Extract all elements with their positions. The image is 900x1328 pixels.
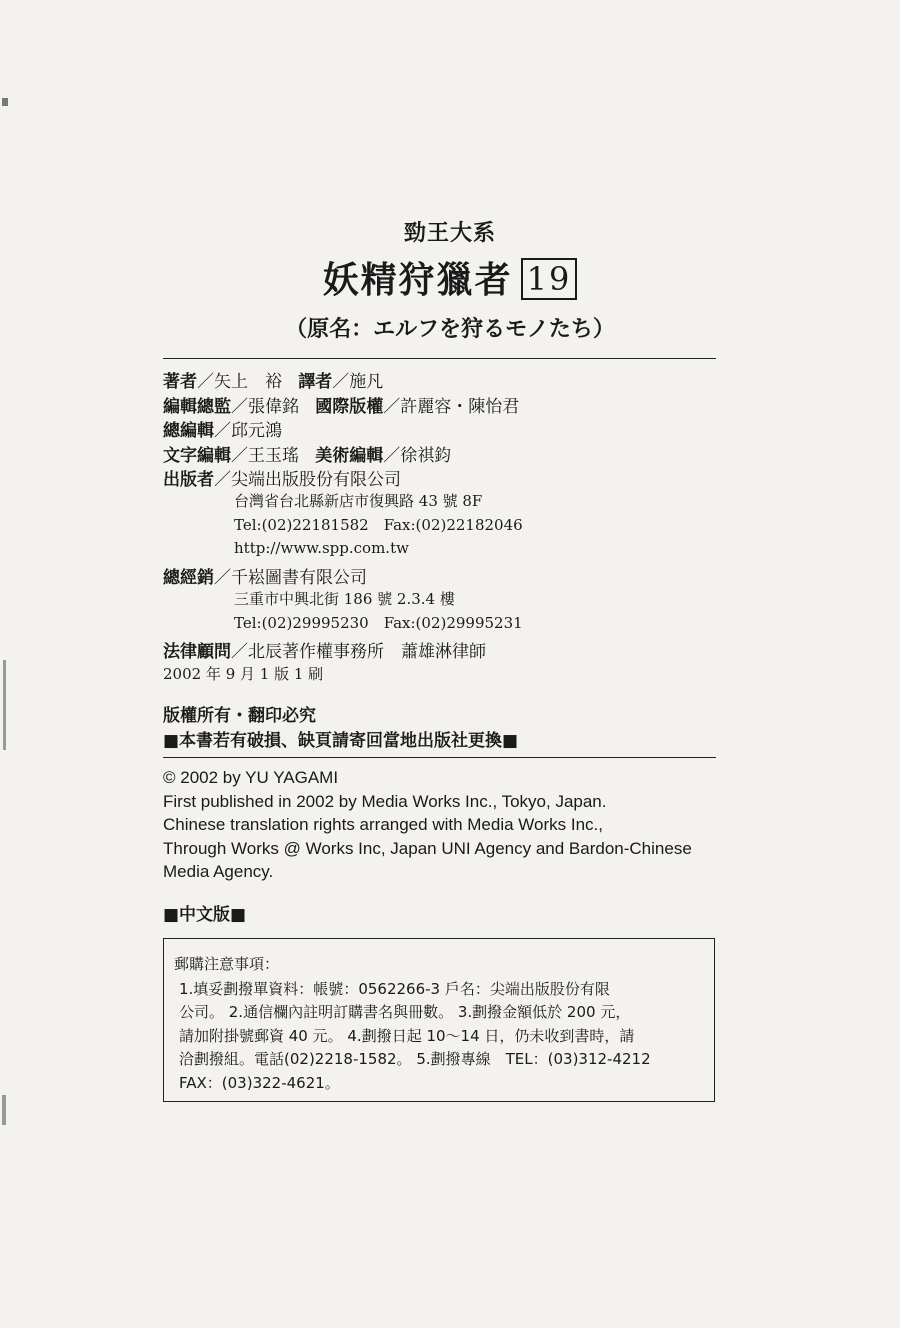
replacement-notice: ■本書若有破損、缺頁請寄回當地出版社更換■: [163, 731, 519, 751]
credit-label: 總編輯: [163, 421, 214, 441]
credit-value: ／北辰著作權事務所 蕭雄淋律師: [231, 641, 486, 662]
mail-order-heading: 郵購注意事項：: [174, 955, 280, 973]
mail-order-notice: [163, 938, 715, 1102]
credit-value: ／徐祺鈞: [383, 445, 452, 466]
credit-value: ／張偉銘: [231, 396, 299, 417]
credit-label: 著者: [163, 372, 197, 392]
volume-number: 19: [521, 258, 578, 300]
english-line: Through Works @ Works Inc, Japan UNI Agency and Bardon-Chinese: [163, 838, 692, 858]
binding-mark: [3, 660, 6, 750]
mail-order-line: 請加附掛號郵資 40 元。 4.劃撥日起 10～14 日，仍未收到書時，請: [179, 1026, 635, 1045]
credit-label: 譯者: [298, 372, 333, 392]
edition-label: ■中文版■: [163, 905, 247, 925]
distributor-phone: Tel:(02)29995230 Fax:(02)29995231: [234, 614, 523, 632]
credit-line: [163, 367, 723, 392]
credit-value: ／矢上 裕: [197, 372, 282, 392]
credit-label: 出版者: [163, 470, 214, 490]
credit-line: [163, 416, 723, 441]
distributor-address: 三重市中興北街 186 號 2.3.4 樓: [234, 589, 455, 608]
credit-line: [163, 563, 723, 588]
binding-mark: [2, 1095, 6, 1125]
rights-block: [163, 701, 518, 751]
rights-notice: 版權所有・翻印必究: [163, 706, 316, 726]
series-name: 勁王大系: [403, 221, 496, 246]
mail-order-body: [174, 978, 704, 1096]
english-line: Chinese translation rights arranged with Media Works Inc.,: [163, 815, 603, 834]
print-date: 2002 年 9 月 1 版 1 刷: [163, 665, 324, 683]
mail-order-line: FAX：(03)322-4621。: [179, 1073, 340, 1092]
mail-order-line: 洽劃撥組。電話(02)2218-1582。 5.劃撥專線 TEL：(03)312-4212: [179, 1050, 651, 1068]
mail-order-line: 公司。 2.通信欄內註明訂購書名與冊數。 3.劃撥金額低於 200 元，: [179, 1003, 631, 1021]
english-line: First published in 2002 by Media Works Inc., Tokyo, Japan.: [163, 791, 607, 811]
divider: [163, 757, 716, 758]
credit-label: 文字編輯: [163, 445, 231, 466]
credit-value: ／邱元鴻: [214, 421, 282, 441]
credit-value: ／許麗容・陳怡君: [383, 396, 520, 417]
binding-mark: [2, 98, 8, 106]
credit-label: 國際版權: [315, 396, 384, 417]
credit-line: [163, 637, 723, 662]
book-title: 妖精狩獵者: [322, 260, 513, 301]
credit-value: ／施凡: [332, 372, 384, 392]
english-line: Media Agency.: [163, 862, 274, 881]
publisher-website: http://www.spp.com.tw: [234, 538, 409, 557]
credit-value: ／千崧圖書有限公司: [214, 568, 367, 588]
credit-line: [163, 441, 723, 466]
credit-label: 法律顧問: [163, 641, 231, 662]
credit-label: 總經銷: [163, 568, 214, 588]
publisher-phone: Tel:(02)22181582 Fax:(02)22182046: [234, 516, 523, 534]
original-title: （原名：エルフを狩るモノたち）: [285, 317, 615, 342]
credit-label: 美術編輯: [315, 445, 384, 466]
mail-order-line: 1.填妥劃撥單資料：帳號：0562266-3 戶名：尖端出版股份有限: [179, 979, 610, 998]
english-copyright: [163, 766, 763, 884]
divider: [163, 358, 716, 359]
credits-block: [163, 367, 723, 661]
credit-line: [163, 392, 723, 417]
credit-value: ／尖端出版股份有限公司: [214, 470, 401, 490]
credit-line: [163, 465, 723, 490]
book-title-row: [0, 252, 900, 303]
english-line: © 2002 by YU YAGAMI: [163, 768, 339, 787]
publisher-address: 台灣省台北縣新店市復興路 43 號 8F: [234, 491, 483, 510]
credit-value: ／王玉瑤: [231, 445, 299, 466]
credit-label: 編輯總監: [163, 396, 231, 417]
